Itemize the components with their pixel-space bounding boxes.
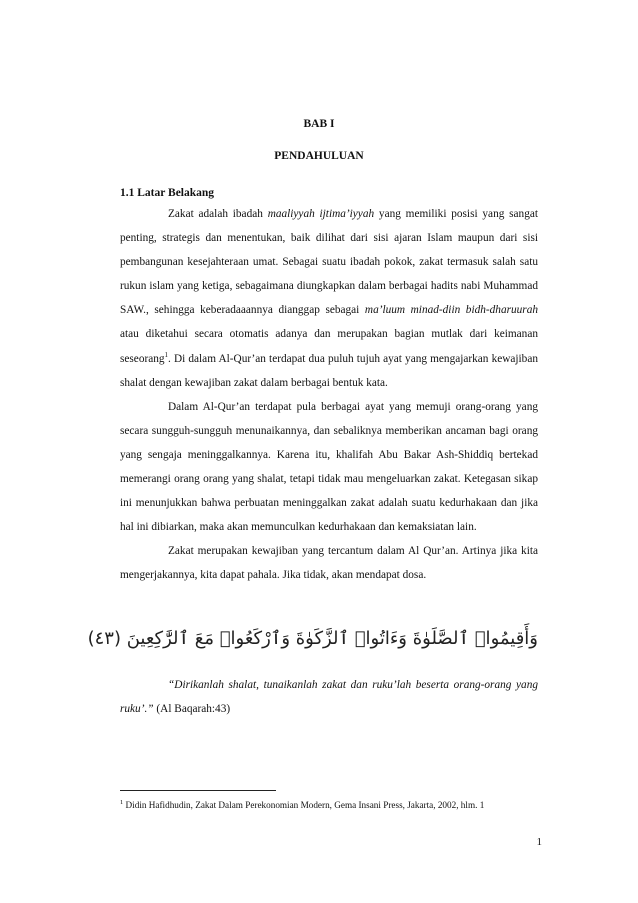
translation-text: “Dirikanlah shalat, tunaikanlah zakat dan ruku’lah beserta orang-orang yang ruku’.”	[120, 679, 538, 716]
chapter-title: PENDAHULUAN	[274, 150, 364, 162]
p1-text-e: atau diketahui secara otomatis adanya dan merupakan bagian mutlak dari keimanan seseorang	[120, 328, 538, 365]
paragraph-2: Dalam Al-Qur’an terdapat pula berbagai ayat yang memuji orang-orang yang secara sungguh-sungguh menunaikannya, dan sebaliknya memberikan ancaman bagi orang yang sengaja meninggalkannya. Karena itu, khalifah Abu Bakar Ash-Shiddiq bertekad memerangi orang orang yang shalat, tetapi tidak mau mengeluarkan zakat. Ketegasan sikap ini menunjukkan bahwa perbuatan meninggalkan zakat adalah suatu kedurhakaan dan jika hal ini dibiarkan, maka akan memunculkan kedurhakaan dan kemaksiatan lain.	[120, 400, 538, 534]
paragraph-1	[120, 202, 538, 395]
footnote-marker: 1	[120, 798, 124, 806]
quran-verse-arabic: وَأَقِيمُوا۟ ٱلصَّلَوٰةَ وَءَاتُوا۟ ٱلزَّكَوٰةَ وَٱرْكَعُوا۟ مَعَ ٱلرَّٰكِعِينَ (٤٣)	[87, 628, 538, 649]
footnote-text: Didin Hafidhudin, Zakat Dalam Perekonomian Modern, Gema Insani Press, Jakarta, 2002, hlm. 1	[123, 800, 485, 810]
translation-paragraph	[120, 673, 538, 721]
footnote-reference[interactable]: 1	[164, 350, 169, 359]
p1-italic-term: maaliyyah ijtima’iyyah	[267, 208, 375, 220]
verse-translation	[120, 673, 538, 721]
p1-text-f: . Di dalam Al-Qur’an terdapat dua puluh tujuh ayat yang mengajarkan kewajiban shalat dengan kewajiban zakat dalam berbagai bentuk kata.	[120, 352, 538, 389]
chapter-label: BAB I	[303, 118, 335, 130]
footnote-divider	[120, 790, 276, 791]
p1-text-c: yang memiliki posisi yang sangat penting, strategis dan menentukan, baik dilihat dari sisi ajaran Islam maupun dari sisi pembangunan kesejahteraan umat. Sebagai suatu ibadah pokok, zakat termasuk salah satu rukun islam yang ketiga, sebagaimana diungkapkan dalam berbagai hadits nabi Muhammad SAW., sehingga keberadaaannya dianggap sebagai	[120, 208, 539, 317]
p1-text-a: Zakat adalah ibadah	[168, 208, 268, 220]
p1-italic-phrase: ma’luum minad-diin bidh-dharuurah	[364, 304, 538, 317]
footnote	[120, 799, 560, 811]
page-number: 1	[536, 836, 542, 848]
body-text	[120, 202, 538, 588]
verse-citation: (Al Baqarah:43)	[153, 703, 231, 716]
paragraph-3: Zakat merupakan kewajiban yang tercantum dalam Al Qur’an. Artinya jika kita mengerjakannya, kita dapat pahala. Jika tidak, akan mendapat dosa.	[120, 545, 538, 582]
section-heading: 1.1 Latar Belakang	[120, 187, 215, 199]
